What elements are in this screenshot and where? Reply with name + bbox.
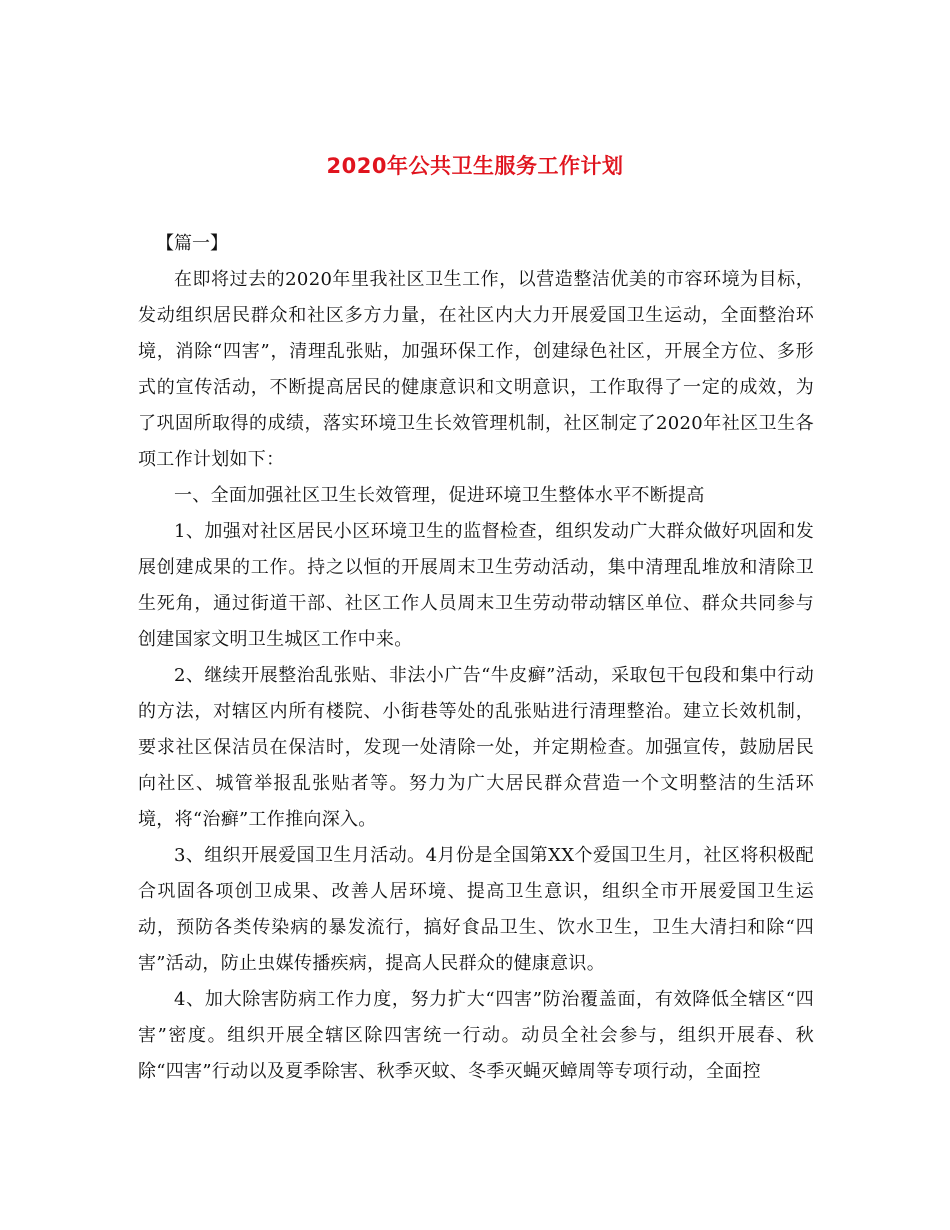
document-body xyxy=(138,226,814,1090)
document-title: 2020年公共卫生服务工作计划 xyxy=(326,154,624,178)
paragraph-heading-1: 一、全面加强社区卫生长效管理，促进环境卫生整体水平不断提高 xyxy=(174,485,705,506)
paragraph-item-2: 2、继续开展整治乱张贴、非法小广告“牛皮癣”活动，采取包干包段和集中行动的方法，对辖区内所有楼院、小街巷等处的乱张贴进行清理整治。建立长效机制，要求社区保洁员在保洁时，发现一处清除一处，并定期检查。加强宣传，鼓励居民向社区、城管举报乱张贴者等。努力为广大居民群众营造一个文明整洁的生活环境，将“治癣”工作推向深入。 xyxy=(138,665,814,830)
paragraph-item-1: 1、加强对社区居民小区环境卫生的监督检查，组织发动广大群众做好巩固和发展创建成果的工作。持之以恒的开展周末卫生劳动活动，集中清理乱堆放和清除卫生死角，通过街道干部、社区工作人员周末卫生劳动带动辖区单位、群众共同参与创建国家文明卫生城区工作中来。 xyxy=(138,521,814,650)
paragraph-item-4: 4、加大除害防病工作力度，努力扩大“四害”防治覆盖面，有效降低全辖区“四害”密度。组织开展全辖区除四害统一行动。动员全社会参与，组织开展春、秋除“四害”行动以及夏季除害、秋季灭蚊、冬季灭蝇灭蟑周等专项行动，全面控 xyxy=(138,989,814,1082)
paragraph-intro: 在即将过去的2020年里我社区卫生工作，以营造整洁优美的市容环境为目标，发动组织居民群众和社区多方力量，在社区内大力开展爱国卫生运动，全面整治环境，消除“四害”，清理乱张贴，加强环保工作，创建绿色社区，开展全方位、多形式的宣传活动，不断提高居民的健康意识和文明意识，工作取得了一定的成效，为了巩固所取得的成绩，落实环境卫生长效管理机制，社区制定了2020年社区卫生各项工作计划如下： xyxy=(138,269,814,470)
paragraph-item-3: 3、组织开展爱国卫生月活动。4月份是全国第XX个爱国卫生月，社区将积极配合巩固各项创卫成果、改善人居环境、提高卫生意识，组织全市开展爱国卫生运动，预防各类传染病的暴发流行，搞好食品卫生、饮水卫生，卫生大清扫和除“四害”活动，防止虫媒传播疾病，提高人民群众的健康意识。 xyxy=(138,845,814,974)
section-tag: 【篇一】 xyxy=(156,233,228,254)
